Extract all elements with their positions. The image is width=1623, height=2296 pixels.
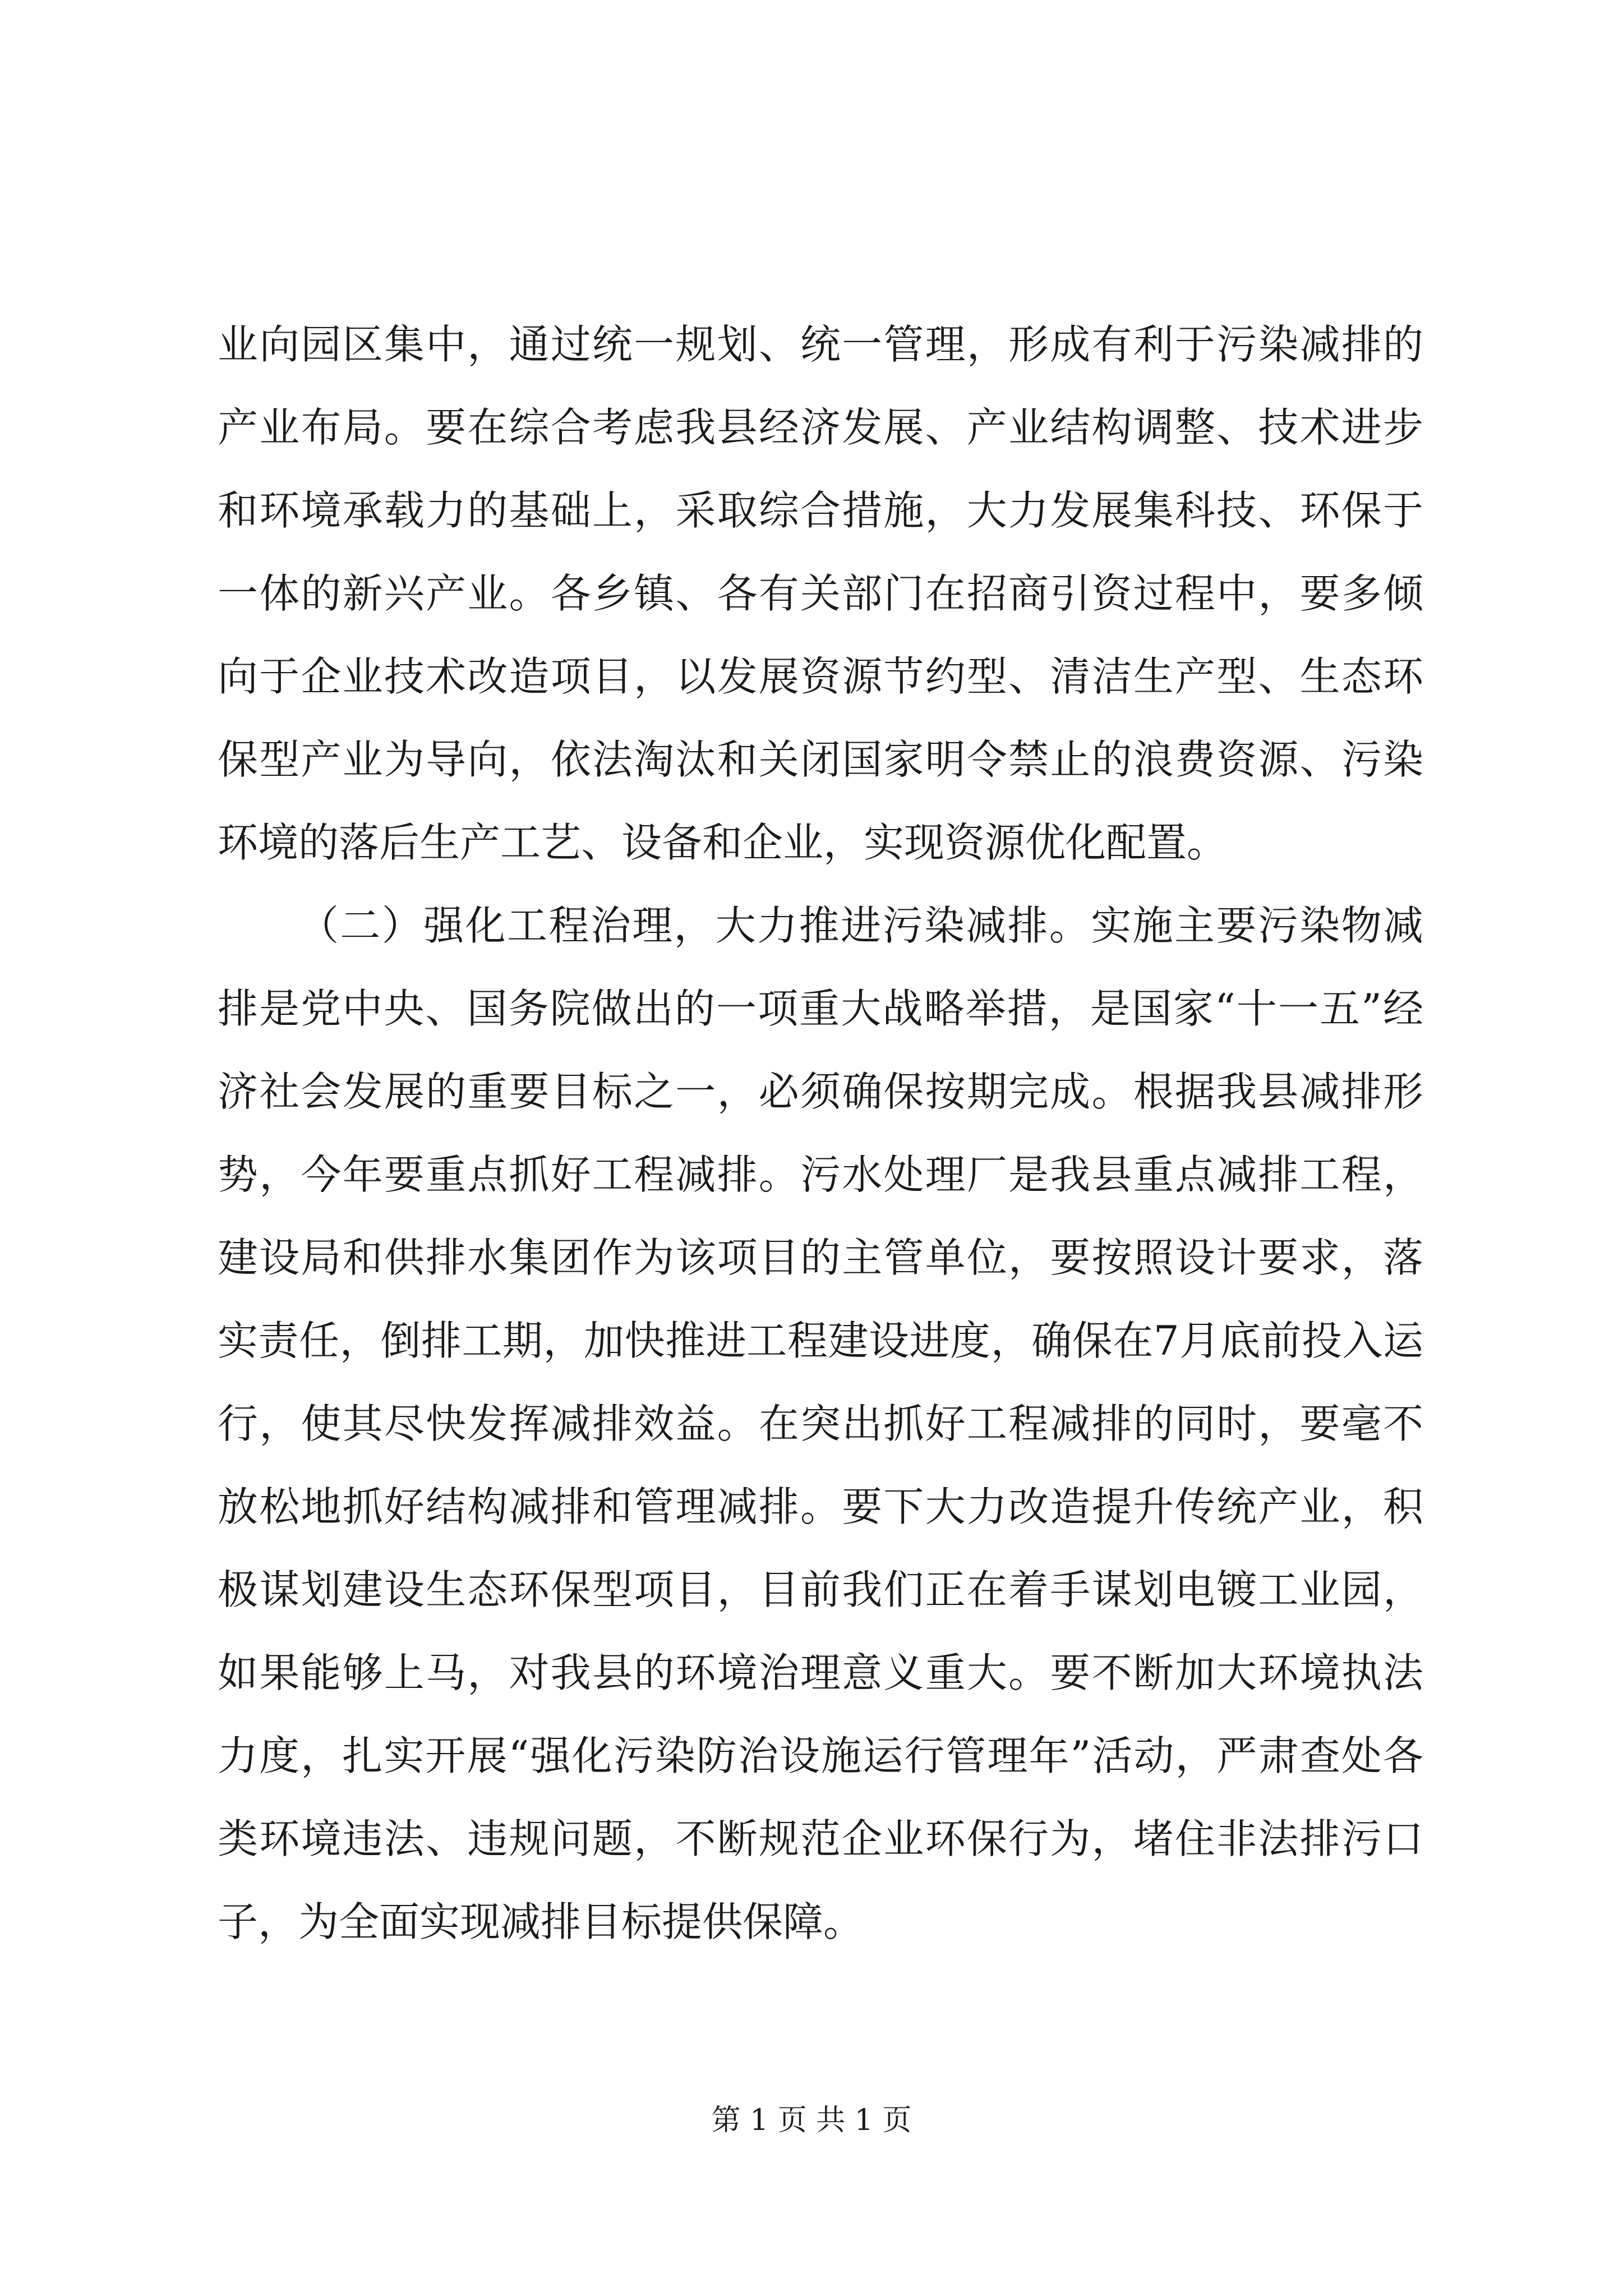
paragraph-continuation: 业向园区集中，通过统一规划、统一管理，形成有利于污染减排的产业布局。要在综合考虑我县经济发展、产业结构调整、技术进步和环境承载力的基础上，采取综合措施，大力发展集科技、环保于一体的新兴产业。各乡镇、各有关部门在招商引资过程中，要多倾向于企业技术改造项目，以发展资源节约型、清洁生产型、生态环保型产业为导向，依法淘汰和关闭国家明令禁止的浪费资源、污染环境的落后生产工艺、设备和企业，实现资源优化配置。 <box>218 321 1423 866</box>
page-footer: 第 1 页 共 1 页 <box>711 2104 912 2137</box>
body-text <box>218 303 1423 1963</box>
paragraph-section-two: （二）强化工程治理，大力推进污染减排。实施主要污染物减排是党中央、国务院做出的一项重大战略举措，是国家“十一五”经济社会发展的重要目标之一，必须确保按期完成。根据我县减排形势，今年要重点抓好工程减排。污水处理厂是我县重点减排工程，建设局和供排水集团作为该项目的主管单位，要按照设计要求，落实责任，倒排工期，加快推进工程建设进度，确保在7月底前投入运行，使其尽快发挥减排效益。在突出抓好工程减排的同时，要毫不放松地抓好结构减排和管理减排。要下大力改造提升传统产业，积极谋划建设生态环保型项目，目前我们正在着手谋划电镀工业园，如果能够上马，对我县的环境治理意义重大。要不断加大环境执法力度，扎实开展“强化污染防治设施运行管理年”活动，严肃查处各类环境违法、违规问题，不断规范企业环保行为，堵住非法排污口子，为全面实现减排目标提供保障。 <box>218 902 1423 1945</box>
